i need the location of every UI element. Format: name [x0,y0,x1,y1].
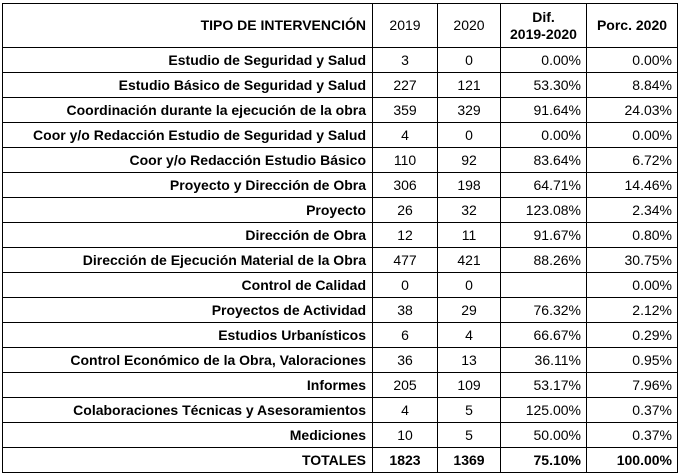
totals-label: TOTALES [3,448,373,473]
row-label: Estudios Urbanísticos [3,323,373,348]
row-2019: 227 [373,73,438,98]
row-label: Colaboraciones Técnicas y Asesoramientos [3,398,373,423]
row-2020: 5 [438,423,501,448]
row-porc: 6.72% [587,148,678,173]
header-2019: 2019 [373,4,438,48]
row-dif: 64.71% [501,173,587,198]
row-porc: 2.34% [587,198,678,223]
table-row [3,423,678,448]
row-porc: 0.80% [587,223,678,248]
row-dif: 91.67% [501,223,587,248]
row-2019: 6 [373,323,438,348]
row-porc: 0.00% [587,48,678,73]
table-row [3,248,678,273]
row-label: Proyectos de Actividad [3,298,373,323]
row-2019: 205 [373,373,438,398]
row-porc: 0.29% [587,323,678,348]
row-porc: 0.37% [587,398,678,423]
table-row [3,98,678,123]
row-label: Control Económico de la Obra, Valoraciones [3,348,373,373]
table-row [3,298,678,323]
row-dif: 53.30% [501,73,587,98]
row-2020: 109 [438,373,501,398]
header-dif-line2: 2019-2020 [510,25,577,42]
totals-porc: 100.00% [587,448,678,473]
row-2019: 4 [373,123,438,148]
row-dif: 50.00% [501,423,587,448]
row-porc: 0.37% [587,423,678,448]
row-2019: 4 [373,398,438,423]
row-2020: 0 [438,273,501,298]
row-label: Proyecto y Dirección de Obra [3,173,373,198]
table-row [3,348,678,373]
table-row [3,73,678,98]
row-dif [501,273,587,298]
intervention-table [2,3,678,473]
row-porc: 14.46% [587,173,678,198]
row-porc: 24.03% [587,98,678,123]
row-2020: 4 [438,323,501,348]
row-porc: 30.75% [587,248,678,273]
row-2020: 198 [438,173,501,198]
row-porc: 2.12% [587,298,678,323]
row-dif: 88.26% [501,248,587,273]
table-row [3,323,678,348]
row-dif: 125.00% [501,398,587,423]
row-dif: 123.08% [501,198,587,223]
row-2019: 0 [373,273,438,298]
row-dif: 91.64% [501,98,587,123]
table-row [3,173,678,198]
header-2020: 2020 [438,4,501,48]
table-row [3,123,678,148]
header-row [3,4,678,48]
row-dif: 36.11% [501,348,587,373]
row-2019: 3 [373,48,438,73]
row-porc: 0.00% [587,123,678,148]
header-porc: Porc. 2020 [587,4,678,48]
table-row [3,223,678,248]
row-2019: 36 [373,348,438,373]
table-row [3,273,678,298]
row-2020: 11 [438,223,501,248]
row-dif: 66.67% [501,323,587,348]
row-label: Dirección de Obra [3,223,373,248]
row-2019: 477 [373,248,438,273]
row-2019: 10 [373,423,438,448]
row-2020: 5 [438,398,501,423]
row-porc: 8.84% [587,73,678,98]
row-label: Coor y/o Redacción Estudio Básico [3,148,373,173]
table-row [3,48,678,73]
table-row [3,398,678,423]
header-dif-line1: Dif. [532,8,555,25]
row-label: Proyecto [3,198,373,223]
row-2020: 13 [438,348,501,373]
table-row [3,373,678,398]
row-label: Estudio Básico de Seguridad y Salud [3,73,373,98]
row-label: Mediciones [3,423,373,448]
totals-2019: 1823 [373,448,438,473]
row-dif: 0.00% [501,48,587,73]
table-row [3,198,678,223]
row-dif: 53.17% [501,373,587,398]
row-label: Coordinación durante la ejecución de la obra [3,98,373,123]
row-2019: 110 [373,148,438,173]
row-label: Coor y/o Redacción Estudio de Seguridad y Salud [3,123,373,148]
row-label: Estudio de Seguridad y Salud [3,48,373,73]
row-label: Informes [3,373,373,398]
row-porc: 0.95% [587,348,678,373]
row-2019: 38 [373,298,438,323]
row-dif: 76.32% [501,298,587,323]
totals-2020: 1369 [438,448,501,473]
totals-dif: 75.10% [501,448,587,473]
row-2020: 92 [438,148,501,173]
table-body [3,48,678,473]
row-2020: 121 [438,73,501,98]
row-2019: 12 [373,223,438,248]
header-dif [501,4,587,48]
row-porc: 0.00% [587,273,678,298]
row-2019: 359 [373,98,438,123]
row-2019: 26 [373,198,438,223]
row-porc: 7.96% [587,373,678,398]
row-2019: 306 [373,173,438,198]
header-type: TIPO DE INTERVENCIÓN [3,4,373,48]
row-dif: 83.64% [501,148,587,173]
totals-row [3,448,678,473]
row-2020: 0 [438,48,501,73]
table-row [3,148,678,173]
row-2020: 29 [438,298,501,323]
row-2020: 421 [438,248,501,273]
row-label: Control de Calidad [3,273,373,298]
row-dif: 0.00% [501,123,587,148]
row-2020: 329 [438,98,501,123]
row-2020: 0 [438,123,501,148]
row-label: Dirección de Ejecución Material de la Obra [3,248,373,273]
row-2020: 32 [438,198,501,223]
